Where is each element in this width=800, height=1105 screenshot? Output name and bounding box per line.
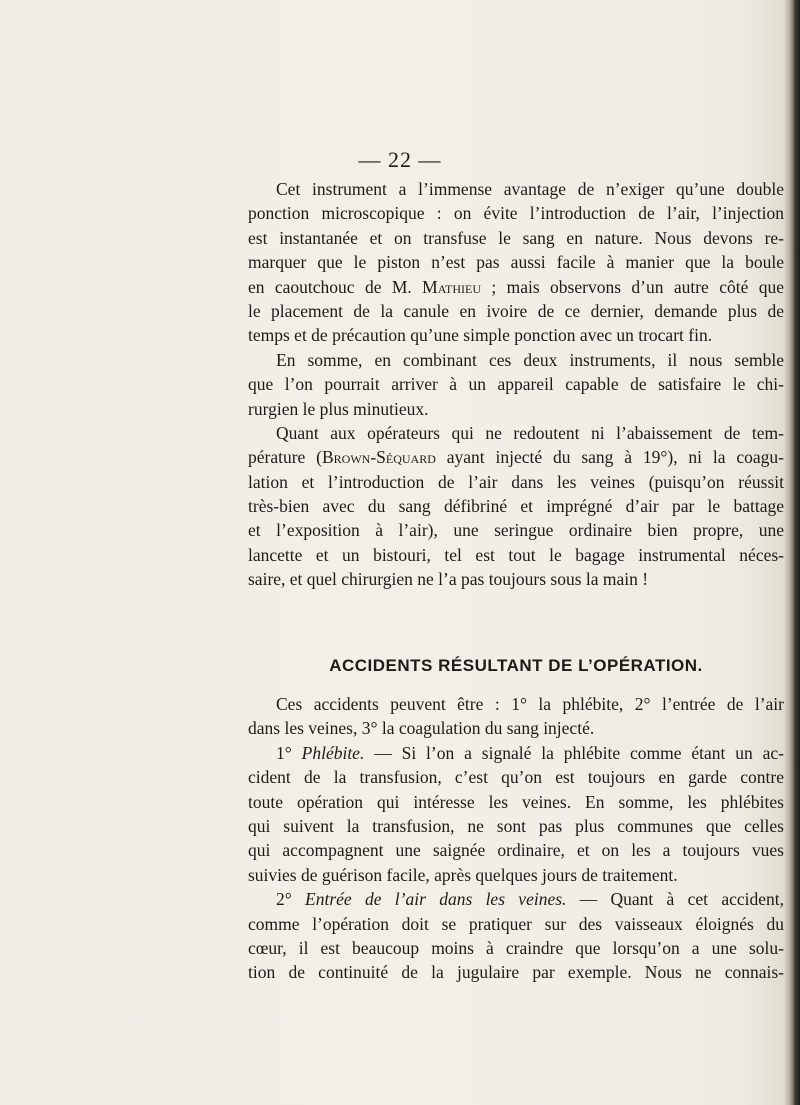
text-line: lancette et un bistouri, tel est tout le bagage instrumental néces-: [248, 544, 784, 565]
text-line: Ces accidents peuvent être : 1° la phlébite, 2° l’entrée de l’air: [276, 694, 784, 714]
text-fragment: 1°: [276, 742, 302, 763]
text-fragment: — Quant à cet accident,: [566, 889, 784, 910]
subsection-label-entree-air: Entrée de l’air dans les veines.: [305, 889, 567, 910]
text-line: que l’on pourrait arriver à un appareil capable de satisfaire le chi-: [248, 374, 784, 395]
text-fragment: — Si l’on a signalé la phlébite comme étant un ac-: [364, 742, 784, 763]
text-line: rurgien le plus minutieux.: [248, 398, 429, 419]
text-line: [248, 445, 784, 469]
author-name-mathieu: Mathieu: [422, 276, 482, 297]
text-fragment: pérature (: [248, 447, 322, 468]
text-line: marquer que le piston n’est pas aussi facile à manier que la boule: [248, 252, 784, 273]
text-line: temps et de précaution qu’une simple ponction avec un trocart fin.: [248, 325, 713, 346]
text-line: [248, 741, 784, 765]
text-line: saire, et quel chirurgien ne l’a pas toujours sous la main !: [248, 569, 649, 590]
text-fragment: ; mais observons d’un autre côté que: [481, 276, 784, 297]
text-line: très-bien avec du sang défibriné et imprégné d’air par le battage: [248, 496, 784, 517]
text-line: qui accompagnent une saignée ordinaire, et on les a toujours vues: [248, 840, 784, 861]
text-line: dans les veines, 3° la coagulation du sang injecté.: [248, 718, 595, 739]
author-name-brown-sequard: Brown-Séquard: [322, 447, 436, 468]
subsection-label-phlebite: Phlébite.: [301, 742, 365, 763]
text-fragment: en caoutchouc de M.: [248, 276, 423, 297]
text-line: suivies de guérison facile, après quelques jours de traitement.: [248, 864, 678, 885]
text-fragment: ayant injecté du sang à 19°), ni la coagu-: [435, 447, 784, 468]
body-text-bottom: [248, 692, 784, 985]
text-line: le placement de la canule en ivoire de ce dernier, demande plus de: [248, 300, 784, 321]
text-line: cœur, il est beaucoup moins à craindre que lorsqu’on a une solu-: [248, 937, 784, 958]
text-line: Cet instrument a l’immense avantage de n’exiger qu’une double: [276, 179, 784, 199]
text-line: comme l’opération doit se pratiquer sur des vaisseaux éloignés du: [248, 913, 784, 934]
text-line: lation et l’introduction de l’air dans les veines (puisqu’on réussit: [248, 471, 784, 492]
text-line: [248, 887, 784, 911]
text-line: qui suivent la transfusion, ne sont pas plus communes que celles: [248, 815, 784, 836]
text-line: Quant aux opérateurs qui ne redoutent ni l’abaissement de tem-: [276, 422, 784, 443]
page-edge: [788, 0, 800, 1105]
text-line: En somme, en combinant ces deux instruments, il nous semble: [276, 349, 784, 370]
page-number: — 22 —: [358, 147, 442, 172]
text-line: tion de continuité de la jugulaire par exemple. Nous ne connais-: [248, 962, 784, 983]
body-text-top: [248, 177, 784, 592]
section-heading: ACCIDENTS RÉSULTANT DE L’OPÉRATION.: [329, 656, 703, 675]
text-fragment: 2°: [276, 889, 306, 910]
text-line: ponction microscopique : on évite l’introduction de l’air, l’injection: [248, 203, 784, 224]
text-line: [248, 275, 784, 299]
text-line: est instantanée et on transfuse le sang en nature. Nous devons re-: [248, 227, 784, 248]
text-line: et l’exposition à l’air), une seringue ordinaire bien propre, une: [248, 520, 784, 541]
text-line: toute opération qui intéresse les veines. En somme, les phlébites: [248, 791, 784, 812]
text-line: cident de la transfusion, c’est qu’on est toujours en garde contre: [248, 767, 784, 788]
